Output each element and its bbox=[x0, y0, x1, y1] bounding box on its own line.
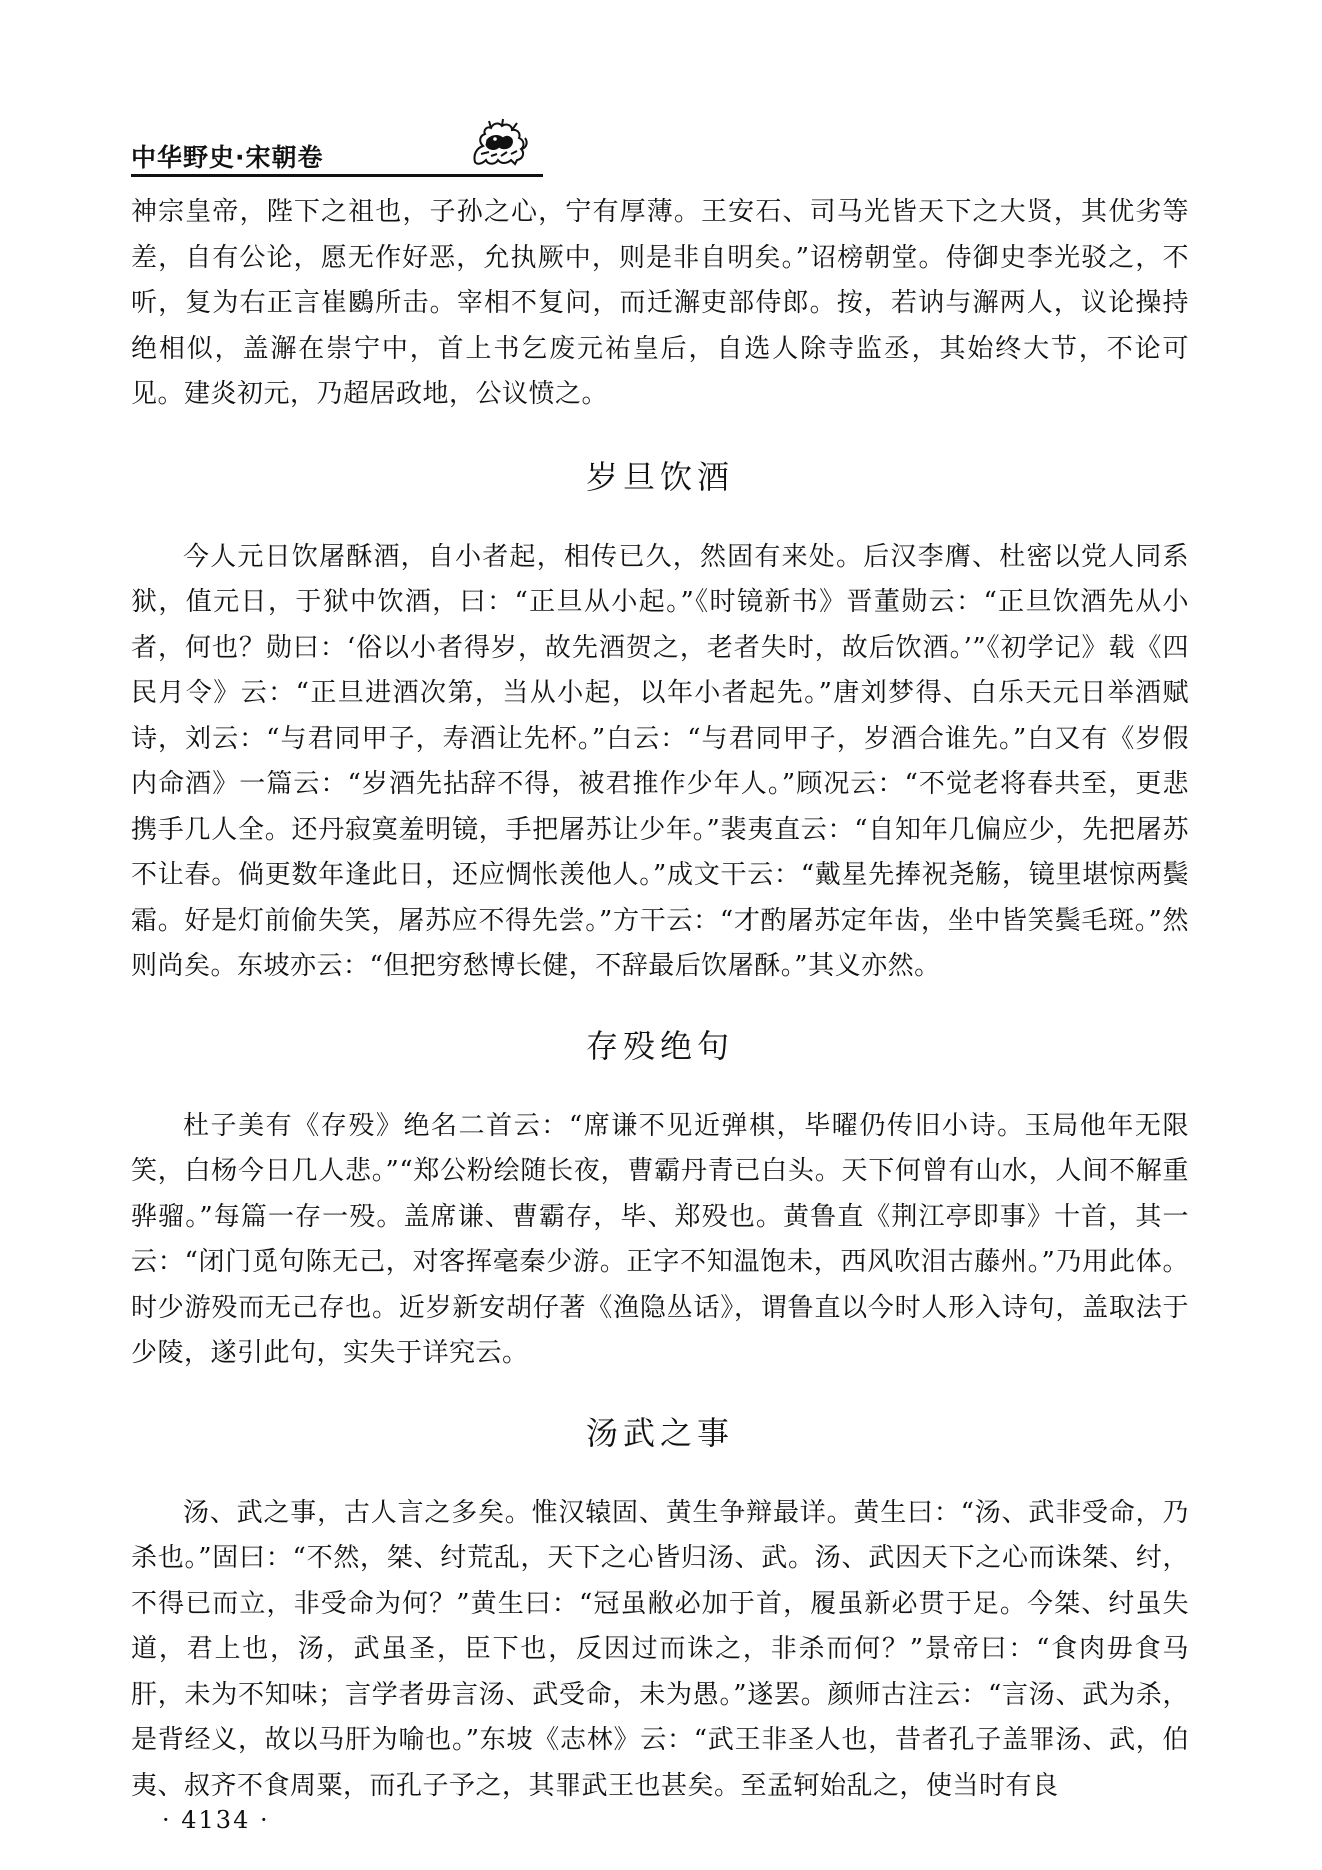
section-paragraph-cunmo: 杜子美有《存殁》绝名二首云：“席谦不见近弹棋，毕曜仍传旧小诗。玉局他年无限笑，白杨今日几人悲。”“郑公粉绘随长夜，曹霸丹青已白头。天下何曾有山水，人间不解重骅骝。”每篇一存一殁。盖席谦、曹霸存，毕、郑殁也。黄鲁直《荆江亭即事》十首，其一云：“闭门觅句陈无己，对客挥毫秦少游。正字不知温饱未，西风吹泪古藤州。”乃用此体。时少游殁而无己存也。近岁新安胡仔著《渔隐丛话》，谓鲁直以今时人形入诗句，盖取法于少陵，遂引此句，实失于详究云。 bbox=[131, 1110, 1189, 1368]
book-title: 中华野史·宋朝卷 bbox=[131, 143, 324, 172]
section-paragraph-tangwu: 汤、武之事，古人言之多矣。惟汉辕固、黄生争辩最详。黄生曰：“汤、武非受命，乃杀也。”固曰：“不然，桀、纣荒乱，天下之心皆归汤、武。汤、武因天下之心而诛桀、纣，不得已而立，非受命为何？”黄生曰：“冠虽敝必加于首，履虽新必贯于足。今桀、纣虽失道，君上也，汤，武虽圣，臣下也，反因过而诛之，非杀而何？”景帝曰：“食肉毋食马肝，未为不知味；言学者毋言汤、武受命，未为愚。”遂罢。颜师古注云：“言汤、武为杀，是背经义，故以马肝为喻也。”东坡《志林》云：“武王非圣人也，昔者孔子盖罪汤、武，伯夷、叔齐不食周粟，而孔子予之，其罪武王也甚矣。至孟轲始乱之，使当时有良 bbox=[131, 1497, 1189, 1801]
section-title-tangwu: 汤武之事 bbox=[585, 1413, 734, 1452]
header-rule bbox=[131, 174, 543, 177]
section-title-cunmo: 存殁绝句 bbox=[585, 1026, 734, 1065]
page-body bbox=[131, 190, 1189, 1809]
intro-paragraph: 神宗皇帝，陛下之祖也，子孙之心，宁有厚薄。王安石、司马光皆天下之大贤，其优劣等差，自有公论，愿无作好恶，允执厥中，则是非自明矣。”诏榜朝堂。侍御史李光驳之，不听，复为右正言崔鶠所击。宰相不复问，而迁澥吏部侍郎。按，若讷与澥两人，议论操持绝相似，盖澥在崇宁中，首上书乞废元祐皇后，自选人除寺监丞，其始终大节，不论可见。建炎初元，乃超居政地，公议愤之。 bbox=[131, 197, 1189, 409]
section-title-suidan: 岁旦饮酒 bbox=[585, 457, 734, 496]
dragon-emblem-icon bbox=[467, 118, 529, 170]
section-paragraph-suidan: 今人元日饮屠酥酒，自小者起，相传已久，然固有来处。后汉李膺、杜密以党人同系狱，值元日，于狱中饮酒，曰：“正旦从小起。”《时镜新书》晋董勋云：“正旦饮酒先从小者，何也？勋曰：‘俗以小者得岁，故先酒贺之，老者失时，故后饮酒。’”《初学记》载《四民月令》云：“正旦进酒次第，当从小起，以年小者起先。”唐刘梦得、白乐天元日举酒赋诗，刘云：“与君同甲子，寿酒让先杯。”白云：“与君同甲子，岁酒合谁先。”白又有《岁假内命酒》一篇云：“岁酒先拈辞不得，被君推作少年人。”顾况云：“不觉老将春共至，更悲携手几人全。还丹寂寞羞明镜，手把屠苏让少年。”裴夷直云：“自知年几偏应少，先把屠苏不让春。倘更数年逢此日，还应惆怅羡他人。”成文干云：“戴星先捧祝尧觞，镜里堪惊两鬓霜。好是灯前偷失笑，屠苏应不得先尝。”方干云：“才酌屠苏定年齿，坐中皆笑鬓毛斑。”然则尚矣。东坡亦云：“但把穷愁博长健，不辞最后饮屠酥。”其义亦然。 bbox=[131, 541, 1189, 981]
page-number: · 4134 · bbox=[162, 1806, 270, 1834]
running-header bbox=[131, 118, 543, 180]
